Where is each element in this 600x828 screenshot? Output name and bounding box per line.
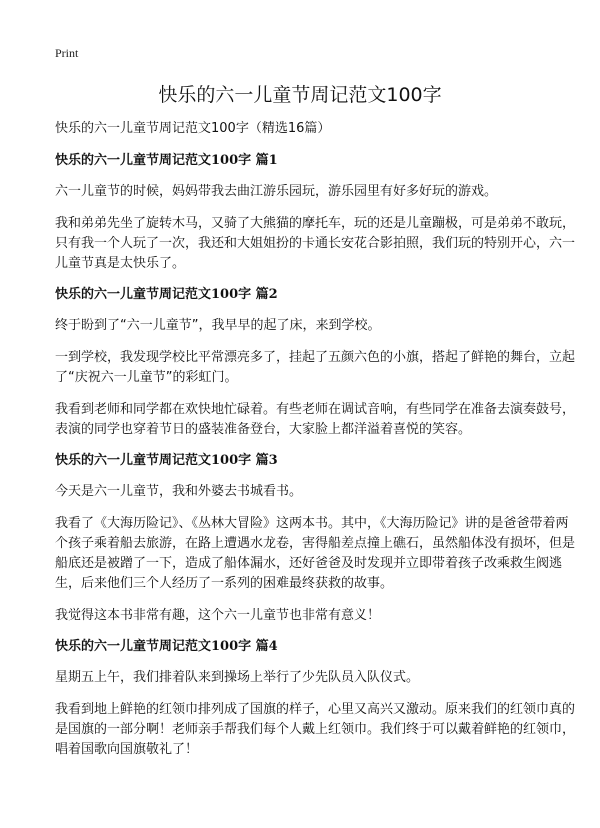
paragraph: 星期五上午，我们排着队来到操场上举行了少先队员入队仪式。: [55, 670, 420, 685]
section-heading: 快乐的六一儿童节周记范文100字 篇3: [55, 453, 278, 468]
paragraph: 终于盼到了“六一儿童节”，我早早的起了床，来到学校。: [55, 318, 381, 333]
paragraph: 我觉得这本书非常有趣，这个六一儿童节也非常有意义！: [55, 608, 381, 623]
print-link[interactable]: Print: [55, 46, 79, 60]
paragraph: 六一儿童节的时候，妈妈带我去曲江游乐园玩，游乐园里有好多好玩的游戏。: [55, 184, 498, 199]
paragraph: 今天是六一儿童节，我和外婆去书城看书。: [55, 484, 303, 499]
document-subtitle: 快乐的六一儿童节周记范文100字（精选16篇）: [55, 121, 331, 136]
section-heading: 快乐的六一儿童节周记范文100字 篇4: [55, 639, 278, 654]
paragraph: 一到学校，我发现学校比平常漂亮多了，挂起了五颜六色的小旗，搭起了鲜艳的舞台，立起了“庆祝六一儿童节”的彩虹门。: [55, 350, 576, 385]
section-heading: 快乐的六一儿童节周记范文100字 篇2: [55, 287, 278, 302]
paragraph: 我看了《大海历险记》、《丛林大冒险》这两本书。其中，《大海历险记》讲的是爸爸带着两个孩子乘着船去旅游，在路上遭遇水龙卷，害得船差点撞上礁石，虽然船体没有损坏，但是船底还是被蹭了一下，造成了船体漏水，还好爸爸及时发现并立即带着孩子改乘救生阀逃生，后来他们三个人经历了一系列的困难最终获救的故事。: [55, 516, 576, 591]
document-title: 快乐的六一儿童节周记范文100字: [158, 84, 442, 106]
paragraph: 我看到地上鲜艳的红领巾排列成了国旗的样子，心里又高兴又激动。原来我们的红领巾真的是国旗的一部分啊！老师亲手帮我们每个人戴上红领巾。我们终于可以戴着鲜艳的红领巾，唱着国歌向国旗敬礼了！: [55, 702, 576, 757]
section-heading: 快乐的六一儿童节周记范文100字 篇1: [55, 153, 278, 168]
paragraph: 我和弟弟先坐了旋转木马，又骑了大熊猫的摩托车，玩的还是儿童蹦极，可是弟弟不敢玩，只有我一个人玩了一次，我还和大姐姐扮的卡通长安花合影拍照，我们玩的特别开心，六一儿童节真是太快乐了。: [55, 216, 576, 271]
paragraph: 我看到老师和同学都在欢快地忙碌着。有些老师在调试音响，有些同学在准备去演奏鼓号，表演的同学也穿着节日的盛装准备登台，大家脸上都洋溢着喜悦的笑容。: [55, 402, 576, 437]
document-body: [55, 120, 580, 772]
